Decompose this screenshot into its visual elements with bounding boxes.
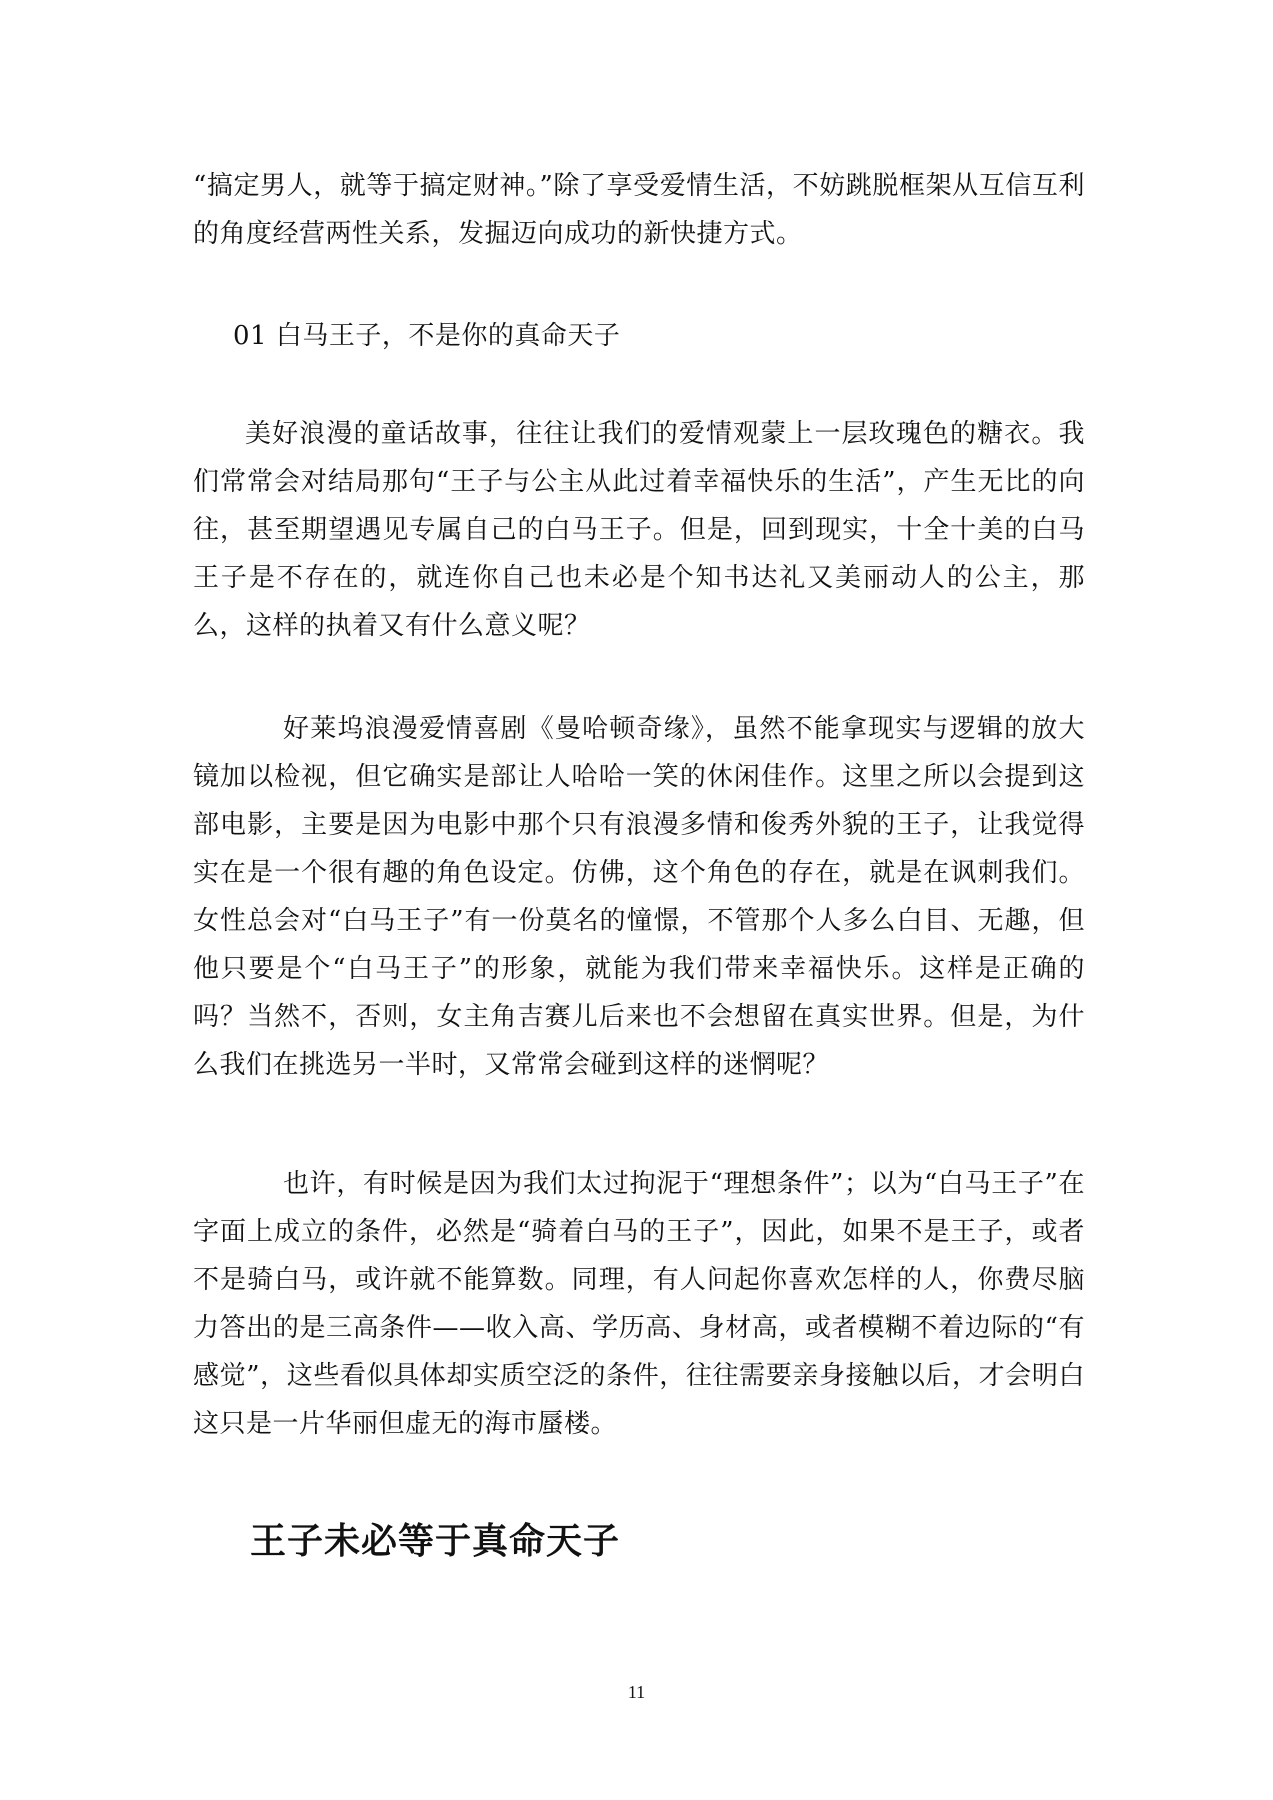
page-number: 11	[627, 1682, 646, 1702]
body-paragraph: 美好浪漫的童话故事，往往让我们的爱情观蒙上一层玫瑰色的糖衣。我们常常会对结局那句“王子与公主从此过着幸福快乐的生活”，产生无比的向往，甚至期望遇见专属自己的白马王子。但是，回到现实，十全十美的白马王子是不存在的，就连你自己也未必是个知书达礼又美丽动人的公主，那么，这样的执着又有什么意义呢？	[193, 419, 1085, 641]
intro-paragraph: “搞定男人，就等于搞定财神。”除了享受爱情生活，不妨跳脱框架从互信互利的角度经营两性关系，发掘迈向成功的新快捷方式。	[193, 171, 1085, 249]
section-heading: 王子未必等于真命天子	[250, 1521, 621, 1562]
sub-heading: 01 白马王子，不是你的真命天子	[233, 321, 621, 351]
body-paragraph: 也许，有时候是因为我们太过拘泥于“理想条件”；以为“白马王子”在字面上成立的条件，必然是“骑着白马的王子”，因此，如果不是王子，或者不是骑白马，或许就不能算数。同理，有人问起你喜欢怎样的人，你费尽脑力答出的是三高条件——收入高、学历高、身材高，或者模糊不着边际的“有感觉”，这些看似具体却实质空泛的条件，往往需要亲身接触以后，才会明白这只是一片华丽但虚无的海市蜃楼。	[193, 1169, 1085, 1439]
body-paragraph: 好莱坞浪漫爱情喜剧《曼哈顿奇缘》，虽然不能拿现实与逻辑的放大镜加以检视，但它确实是部让人哈哈一笑的休闲佳作。这里之所以会提到这部电影，主要是因为电影中那个只有浪漫多情和俊秀外貌的王子，让我觉得实在是一个很有趣的角色设定。仿佛，这个角色的存在，就是在讽刺我们。女性总会对“白马王子”有一份莫名的憧憬，不管那个人多么白目、无趣，但他只要是个“白马王子”的形象，就能为我们带来幸福快乐。这样是正确的吗？当然不，否则，女主角吉赛儿后来也不会想留在真实世界。但是，为什么我们在挑选另一半时，又常常会碰到这样的迷惘呢？	[193, 714, 1085, 1080]
